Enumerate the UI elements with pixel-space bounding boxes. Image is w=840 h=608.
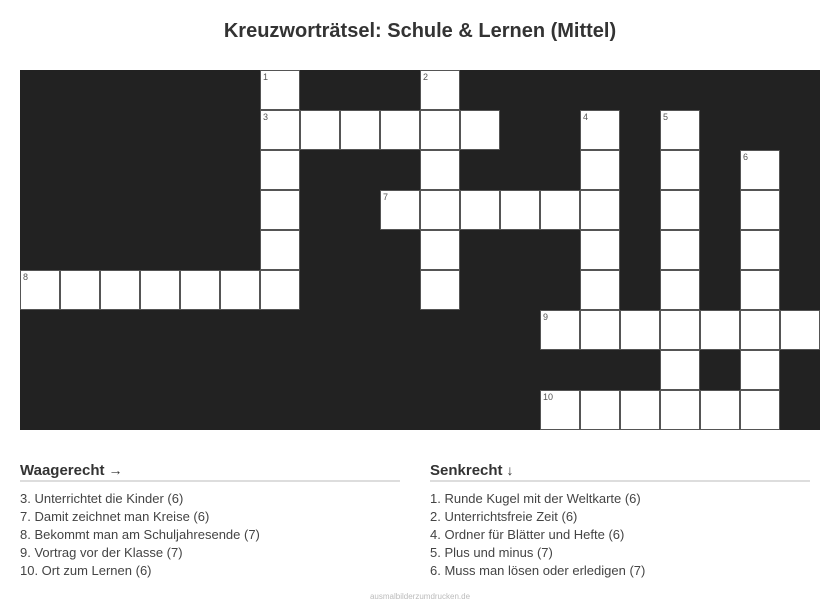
down-heading bbox=[430, 462, 810, 482]
grid-cell[interactable] bbox=[580, 270, 620, 310]
clue-item: 10. Ort zum Lernen (6) bbox=[20, 563, 152, 578]
grid-cell[interactable] bbox=[740, 270, 780, 310]
crossword-grid bbox=[20, 70, 820, 430]
down-clues-section bbox=[430, 462, 810, 580]
footer-credit: ausmalbilderzumdrucken.de bbox=[369, 592, 471, 601]
grid-cell[interactable] bbox=[420, 190, 460, 230]
grid-cell[interactable] bbox=[740, 190, 780, 230]
across-clue-list bbox=[20, 490, 400, 580]
grid-cell[interactable] bbox=[180, 270, 220, 310]
clue-item: 5. Plus und minus (7) bbox=[430, 545, 553, 560]
grid-cell[interactable] bbox=[100, 270, 140, 310]
clue-number: 9 bbox=[543, 312, 549, 322]
grid-cell[interactable] bbox=[660, 190, 700, 230]
grid-cell[interactable] bbox=[300, 110, 340, 150]
grid-cell[interactable] bbox=[340, 110, 380, 150]
grid-cell[interactable] bbox=[740, 150, 780, 190]
grid-cell[interactable] bbox=[140, 270, 180, 310]
down-arrow-icon: ↓ bbox=[506, 462, 514, 478]
grid-cell[interactable] bbox=[60, 270, 100, 310]
grid-cell[interactable] bbox=[740, 350, 780, 390]
across-heading bbox=[20, 462, 400, 482]
grid-cell[interactable] bbox=[580, 150, 620, 190]
grid-cell[interactable] bbox=[260, 110, 300, 150]
grid-cell[interactable] bbox=[420, 150, 460, 190]
clue-item: 6. Muss man lösen oder erledigen (7) bbox=[430, 563, 646, 578]
grid-cell[interactable] bbox=[700, 310, 740, 350]
clue-item: 8. Bekommt man am Schuljahresende (7) bbox=[20, 527, 260, 542]
grid-cell[interactable] bbox=[780, 310, 820, 350]
clue-number: 2 bbox=[423, 72, 429, 82]
grid-cell[interactable] bbox=[660, 350, 700, 390]
clue-number: 6 bbox=[743, 152, 749, 162]
grid-cell[interactable] bbox=[260, 70, 300, 110]
clue-number: 7 bbox=[383, 192, 389, 202]
grid-cell[interactable] bbox=[220, 270, 260, 310]
clue-number: 10 bbox=[543, 392, 554, 402]
grid-cell[interactable] bbox=[420, 110, 460, 150]
grid-cell[interactable] bbox=[700, 390, 740, 430]
clue-number: 3 bbox=[263, 112, 269, 122]
clue-item: 7. Damit zeichnet man Kreise (6) bbox=[20, 509, 210, 524]
grid-cell[interactable] bbox=[380, 190, 420, 230]
across-clues-section bbox=[20, 462, 400, 580]
grid-cell[interactable] bbox=[740, 310, 780, 350]
clue-item: 9. Vortrag vor der Klasse (7) bbox=[20, 545, 183, 560]
grid-cell[interactable] bbox=[580, 310, 620, 350]
grid-cell[interactable] bbox=[420, 70, 460, 110]
grid-cell[interactable] bbox=[580, 190, 620, 230]
clue-item: 3. Unterrichtet die Kinder (6) bbox=[20, 491, 184, 506]
grid-cell[interactable] bbox=[660, 230, 700, 270]
grid-cell[interactable] bbox=[260, 230, 300, 270]
clue-number: 8 bbox=[23, 272, 29, 282]
grid-cell[interactable] bbox=[660, 270, 700, 310]
grid-cell[interactable] bbox=[540, 190, 580, 230]
grid-cell[interactable] bbox=[740, 230, 780, 270]
grid-cell[interactable] bbox=[20, 270, 60, 310]
grid-cell[interactable] bbox=[580, 390, 620, 430]
grid-cell[interactable] bbox=[620, 390, 660, 430]
clue-item: 4. Ordner für Blätter und Hefte (6) bbox=[430, 527, 625, 542]
grid-cell[interactable] bbox=[660, 150, 700, 190]
grid-cell[interactable] bbox=[380, 110, 420, 150]
clue-number: 1 bbox=[263, 72, 269, 82]
clue-item: 2. Unterrichtsfreie Zeit (6) bbox=[430, 509, 578, 524]
grid-cell[interactable] bbox=[260, 150, 300, 190]
grid-cell[interactable] bbox=[420, 230, 460, 270]
clue-item: 1. Runde Kugel mit der Weltkarte (6) bbox=[430, 491, 641, 506]
grid-cell[interactable] bbox=[460, 110, 500, 150]
grid-cell[interactable] bbox=[660, 390, 700, 430]
grid-cell[interactable] bbox=[260, 270, 300, 310]
down-clue-list bbox=[430, 490, 810, 580]
grid-cell[interactable] bbox=[540, 310, 580, 350]
clue-number: 4 bbox=[583, 112, 589, 122]
grid-cell[interactable] bbox=[660, 110, 700, 150]
right-arrow-icon: → bbox=[108, 462, 123, 478]
grid-cell[interactable] bbox=[620, 310, 660, 350]
page-title: Kreuzworträtsel: Schule & Lernen (Mittel) bbox=[223, 20, 617, 42]
clue-number: 5 bbox=[663, 112, 669, 122]
grid-cell[interactable] bbox=[740, 390, 780, 430]
grid-cell[interactable] bbox=[540, 390, 580, 430]
across-heading-label: Waagerecht bbox=[20, 462, 105, 479]
grid-cell[interactable] bbox=[580, 110, 620, 150]
grid-cell[interactable] bbox=[500, 190, 540, 230]
down-heading-label: Senkrecht bbox=[430, 462, 503, 479]
grid-cell[interactable] bbox=[260, 190, 300, 230]
grid-cell[interactable] bbox=[420, 270, 460, 310]
grid-cell[interactable] bbox=[460, 190, 500, 230]
grid-cell[interactable] bbox=[660, 310, 700, 350]
grid-cell[interactable] bbox=[580, 230, 620, 270]
